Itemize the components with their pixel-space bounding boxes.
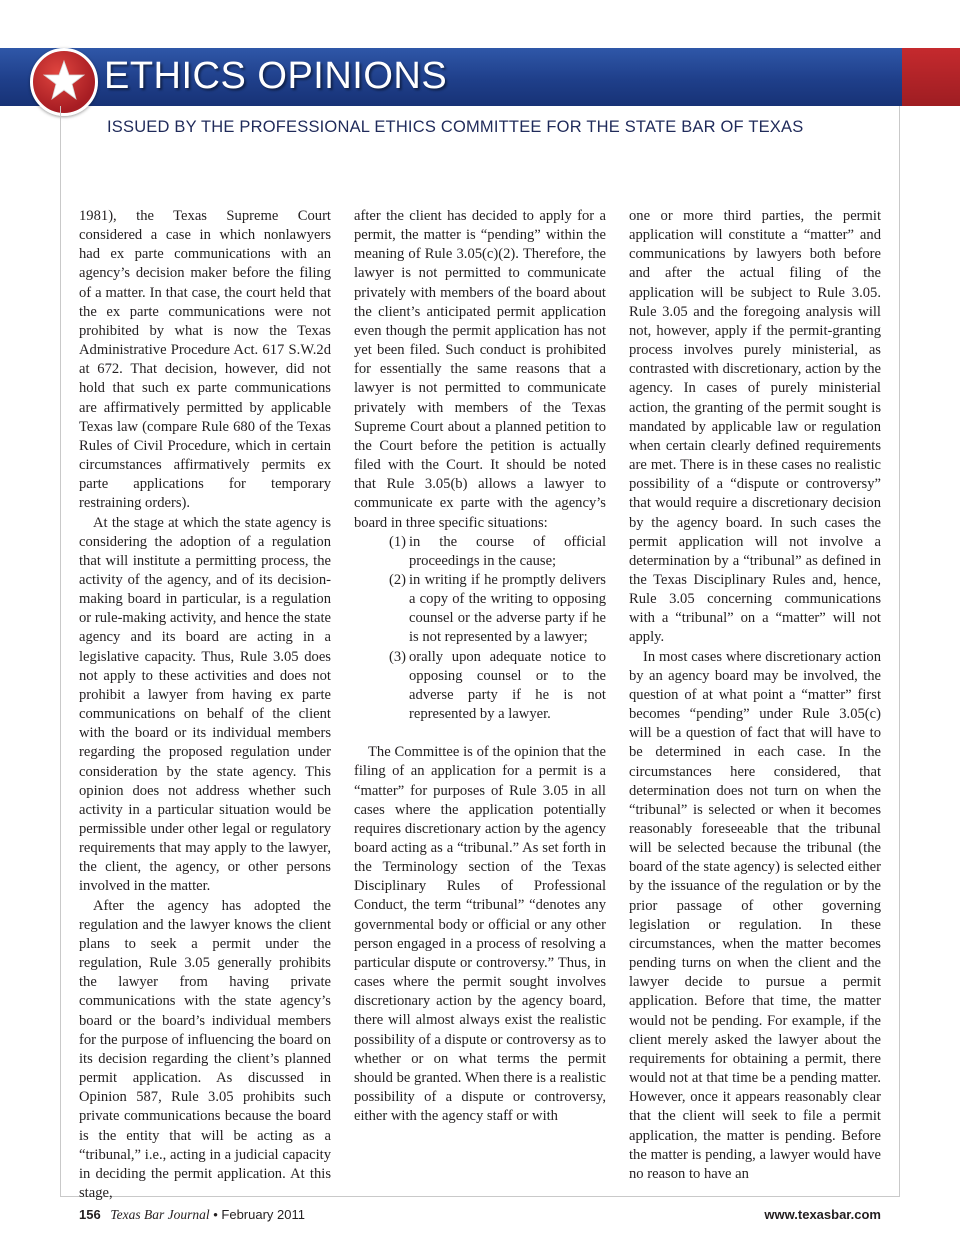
footer-separator: • xyxy=(213,1207,218,1222)
text-column-2 xyxy=(354,207,606,1126)
list-text: orally upon adequate notice to opposing counsel or to the adverse party if he is not represented by a lawyer. xyxy=(409,648,606,723)
footer-folio xyxy=(79,1207,305,1223)
paragraph: The Committee is of the opinion that the filing of an application for a permit is a “matter” for purposes of Rule 3.05 in all cases where the application potentially requires discretionary action by the agency board acting as a “tribunal.” As set forth in the Terminology section of the Texas Disciplinary Rules of Professional Conduct, the term “tribunal” “denotes any governmental body or official or any other person engaged in a process of resolving a particular dispute or controversy.” Thus, in cases where the permit sought involves discretionary action by the agency board, there will almost always exist the realistic possibility of a dispute or controversy as to whether or on what terms the permit should be granted. When there is a realistic possibility of a dispute or controversy, either with the agency staff or with xyxy=(354,744,606,1125)
list-number: (1) xyxy=(389,533,407,550)
paragraph: after the client has decided to apply for a permit, the matter is “pending” within the meaning of Rule 3.05(c)(2). Therefore, the lawyer is not permitted to communicate privately with members of the board about the client’s anticipated permit application even though the permit application has not yet been filed. Such conduct is prohibited for essentially the same reasons that a lawyer is not permitted to communicate privately with members of the Texas Supreme Court about a planned petition to the Court before the petition is actually filed with the Court. It should be noted that Rule 3.05(b) allows a lawyer to communicate ex parte with the agency’s board in three specific situations: xyxy=(354,208,606,531)
journal-name: Texas Bar Journal xyxy=(110,1207,210,1222)
list-item xyxy=(354,533,606,571)
paragraph: At the stage at which the state agency is considering the adoption of a regulation that will institute a permitting process, the activity of the agency, and of its decision-making board in particular, is a regulation or rule-making activity, and hence the state agency and its board are acting in a legislative capacity. Thus, Rule 3.05 does not apply to these activities and does not prohibit a lawyer from having ex parte communications on behalf of the client with the board or its individual members regarding the proposed regulation under consideration by the state agency. This opinion does not address whether such activity in a particular situation would be permissible under other legal or regulatory requirements that may apply to the lawyer, the client, the agency, or other persons involved in the matter. xyxy=(79,514,331,895)
paragraph: In most cases where discretionary action by an agency board may be involved, the question of at what point a “matter” first becomes “pending” under Rule 3.05(c) will be a question of fact that will have to be determined in each case. In the circumstances here considered, that determination does not turn on when the “tribunal” is selected or when it becomes reasonably foreseeable that the tribunal will be selected because the tribunal (the board of the state agency) is selected either by the issuance of the regulation or by the prior passage of other governing legislation or regulation. In these circumstances, when the matter becomes pending turns on when the client and the lawyer decide to pursue a permit application. Before that time, the matter would not be pending. For example, if the client merely asked the lawyer about the requirements for obtaining a permit, there would not at that time be a pending matter. However, once it appears reasonably clear that the client will seek to file a permit application, the matter is pending. Before the matter is pending, a lawyer would have no reason to have an xyxy=(629,648,881,1182)
spacer xyxy=(354,724,606,743)
text-column-3 xyxy=(629,207,881,1184)
list-text: in writing if he promptly delivers a copy of the writing to opposing counsel or the adverse party if he is not represented by a lawyer; xyxy=(409,571,606,646)
list-number: (2) xyxy=(389,571,407,588)
paragraph: 1981), the Texas Supreme Court considered a case in which nonlawyers had ex parte communications with an agency’s decision maker before the filing of a matter. In that case, the court held that the ex parte communications were not prohibited by what is now the Texas Administrative Procedure Act. 617 S.W.2d at 672. That decision, however, did not hold that such ex parte communications are affirmatively permitted by applicable Texas law (compare Rule 680 of the Texas Rules of Civil Procedure, which in certain circumstances affirmatively permits ex parte applications for temporary restraining orders). xyxy=(79,208,331,512)
list-number: (3) xyxy=(389,648,407,665)
frame-left-rule xyxy=(60,106,61,1196)
text-column-1 xyxy=(79,207,331,1203)
list-text: in the course of official proceedings in the cause; xyxy=(409,533,606,569)
page-number: 156 xyxy=(79,1207,101,1222)
page-subtitle: ISSUED BY THE PROFESSIONAL ETHICS COMMITTEE FOR THE STATE BAR OF TEXAS xyxy=(107,118,804,136)
paragraph: one or more third parties, the permit application will constitute a “matter” and communications by lawyers both before and after the actual filing of the application will be subject to Rule 3.05. Rule 3.05 and the foregoing analysis will not, however, apply if the permit-granting process involves purely ministerial, as contrasted with discretionary, action by the agency. In cases of purely ministerial action, the granting of the permit sought is mandated by applicable law or regulation when certain clearly defined requirements are met. There is in these cases no realistic possibility of a “dispute or controversy” that would require a discretionary decision by the agency board. In such cases the permit application will not involve a determination by a “tribunal” as defined in the Texas Disciplinary Rules and, hence, Rule 3.05 concerning communications with a “tribunal” on a “matter” will not apply. xyxy=(629,208,881,646)
list-item xyxy=(354,648,606,725)
star-seal-icon xyxy=(30,48,98,116)
page-title: ETHICS OPINIONS xyxy=(104,55,448,97)
issue-date: February 2011 xyxy=(221,1207,305,1222)
header-banner xyxy=(0,48,960,106)
paragraph: After the agency has adopted the regulation and the lawyer knows the client plans to seek a permit under the regulation, Rule 3.05 generally prohibits the lawyer from having private communications with the state agency’s board or the board’s individual members for the purpose of influencing the board on its decision regarding the client’s planned permit application. As discussed in Opinion 587, Rule 3.05 prohibits such private communications because the board is the entity that will be acting as a “tribunal,” i.e., acting in a judicial capacity in deciding the permit application. At this stage, xyxy=(79,897,331,1201)
website-link[interactable]: www.texasbar.com xyxy=(764,1207,881,1222)
banner-accent xyxy=(902,48,960,106)
frame-right-rule xyxy=(899,106,900,1196)
list-item xyxy=(354,571,606,648)
exception-list xyxy=(354,533,606,725)
